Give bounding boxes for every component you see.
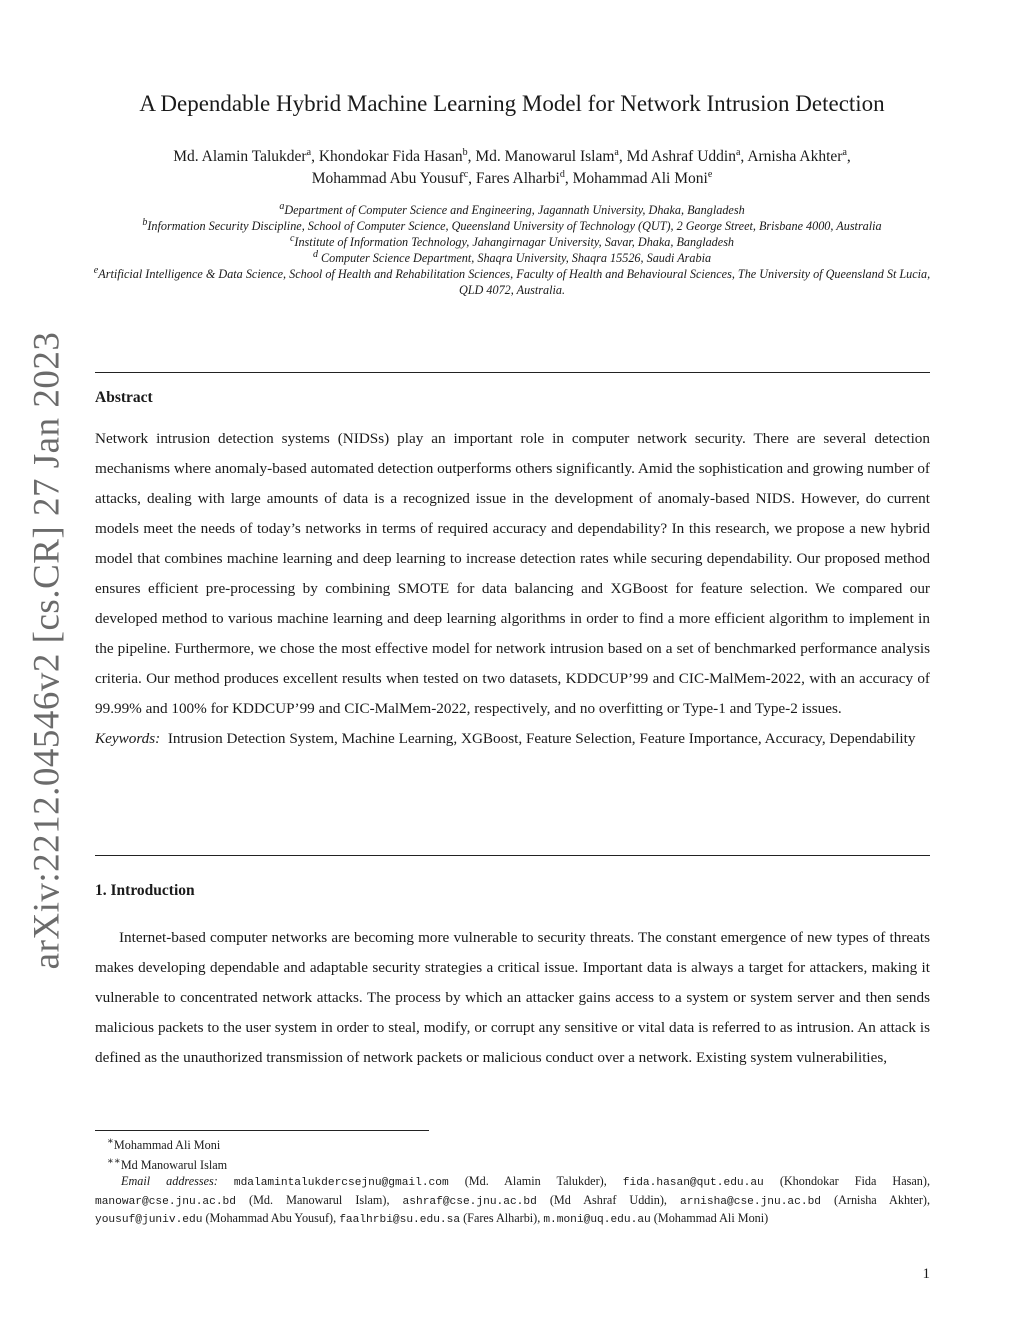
author-name: Md. Manowarul Islam: [475, 148, 615, 165]
footnote-mark: ∗∗: [107, 1155, 121, 1167]
email-owner: (Md. Alamin Talukder),: [448, 1174, 623, 1189]
author-separator: ,: [846, 148, 851, 165]
email-owner: (Md. Manowarul Islam),: [236, 1192, 403, 1207]
email-link[interactable]: mdalamintalukdercsejnu@gmail.com: [233, 1177, 449, 1190]
page-number: 1: [922, 1266, 930, 1282]
footnote-text: Mohammad Ali Moni: [113, 1138, 221, 1153]
email-link[interactable]: arnisha@cse.jnu.ac.bd: [680, 1195, 822, 1208]
abstract-bottom-rule: [95, 855, 930, 856]
affiliation-text: Information Security Discipline, School of Computer Science, Queensland University of Technology (QUT), 2 George Street, Brisbane 4000, Australia: [147, 219, 882, 233]
email-owner: (Mohammad Ali Moni): [650, 1211, 769, 1226]
footnotes: [95, 1134, 930, 1229]
footnote-mark: ∗: [107, 1136, 114, 1147]
author-affiliation-mark: a: [306, 146, 312, 158]
arxiv-identifier-stamp: [16, 331, 78, 969]
email-link[interactable]: yousuf@juniv.edu: [95, 1214, 203, 1227]
affiliation-mark: b: [142, 216, 148, 228]
author-name: Md Ashraf Uddin: [626, 148, 736, 165]
email-addresses: [95, 1173, 930, 1229]
email-link[interactable]: ashraf@cse.jnu.ac.bd: [402, 1195, 537, 1208]
footnote-text: Md Manowarul Islam: [120, 1157, 228, 1172]
author-affiliation-mark: a: [614, 146, 619, 158]
affiliation-list: [90, 202, 934, 298]
affiliation-mark: a: [279, 200, 285, 212]
abstract-body: [95, 424, 930, 754]
keywords-text: Intrusion Detection System, Machine Learning, XGBoost, Feature Selection, Feature Importance, Accuracy, Dependability: [167, 730, 916, 747]
introduction-paragraph: Internet-based computer networks are becoming more vulnerable to security threats. The constant emergence of new types of threats makes developing dependable and adaptable security strategies a critical issue. Important data is always a target for attackers, making it vulnerable to concentrated network attacks. The process by which an attacker gains access to a system or system server and then sends malicious packets to the user system in order to steal, modify, or corrupt any sensitive or vital data is referred to as intrusion. An attack is defined as the unauthorized transmission of network packets or malicious conduct over a network. Existing system vulnerabilities,: [95, 929, 930, 1066]
author-affiliation-mark: b: [462, 146, 468, 158]
author-name: Fares Alharbi: [475, 170, 560, 187]
author-affiliation-mark: a: [842, 146, 847, 158]
affiliation-item: [90, 266, 934, 298]
introduction-heading: 1. Introduction: [95, 882, 195, 899]
author-separator: ,: [467, 148, 476, 165]
affiliation-text: Artificial Intelligence & Data Science, School of Health and Rehabilitation Sciences, Faculty of Health and Behavioural Sciences, The University of Queensland St Lucia, QLD 4072, Australia.: [98, 267, 931, 297]
affiliation-mark: c: [289, 232, 295, 244]
affiliation-mark: e: [93, 264, 99, 276]
affiliation-item: [90, 202, 934, 218]
affiliation-text: Institute of Information Technology, Jahangirnagar University, Savar, Dhaka, Bangladesh: [294, 235, 735, 249]
author-separator: ,: [311, 148, 319, 165]
keywords-label: Keywords:: [95, 730, 161, 747]
author-name: Mohammad Ali Moni: [572, 170, 708, 187]
email-link[interactable]: fida.hasan@qut.edu.au: [622, 1177, 764, 1190]
email-owner: (Arnisha Akhter),: [821, 1192, 931, 1207]
email-owner: (Mohammad Abu Yousuf),: [202, 1211, 340, 1226]
affiliation-item: [90, 234, 934, 250]
author-name: Md. Alamin Talukder: [173, 148, 307, 165]
affiliation-item: [90, 218, 934, 234]
affiliation-text: Department of Computer Science and Engineering, Jagannath University, Dhaka, Bangladesh: [284, 203, 745, 217]
footnote-rule: [95, 1130, 429, 1131]
email-link[interactable]: manowar@cse.jnu.ac.bd: [95, 1195, 236, 1208]
introduction-body: [95, 923, 930, 1073]
email-link[interactable]: m.moni@uq.edu.au: [543, 1214, 651, 1227]
paper-title: A Dependable Hybrid Machine Learning Model for Network Intrusion Detection: [139, 91, 885, 116]
footnote-corresponding-2: [95, 1154, 930, 1174]
email-label: Email addresses:: [121, 1174, 218, 1189]
author-separator: ,: [618, 148, 627, 165]
footnote-corresponding-1: [95, 1134, 930, 1154]
keywords-line: [95, 724, 930, 754]
abstract-heading: Abstract: [95, 389, 153, 406]
author-separator: ,: [564, 170, 573, 187]
author-affiliation-mark: d: [559, 168, 565, 180]
author-affiliation-mark: e: [707, 168, 713, 180]
email-owner: (Md Ashraf Uddin),: [536, 1192, 681, 1207]
email-owner: (Khondokar Fida Hasan),: [763, 1174, 930, 1189]
email-link[interactable]: faalhrbi@su.edu.sa: [339, 1214, 461, 1227]
affiliation-mark: d: [312, 248, 318, 260]
author-name: Mohammad Abu Yousuf: [311, 170, 464, 187]
arxiv-identifier-text: arXiv:2212.04546v2 [cs.CR] 27 Jan 2023: [26, 331, 68, 969]
author-list: [90, 146, 934, 190]
affiliation-item: [90, 250, 934, 266]
author-separator: ,: [468, 170, 476, 187]
author-affiliation-mark: a: [735, 146, 741, 158]
abstract-text: Network intrusion detection systems (NIDSs) play an important role in computer network security. There are several detection mechanisms where anomaly-based automated detection outperforms others significantly. Amid the sophistication and growing number of attacks, dealing with large amounts of data is a recognized issue in the development of anomaly-based NIDS. However, do current models meet the needs of today’s networks in terms of required accuracy and dependability? In this research, we propose a new hybrid model that combines machine learning and deep learning to increase detection rates while securing dependability. Our proposed method ensures efficient pre-processing by combining SMOTE for data balancing and XGBoost for feature selection. We compared our developed method to various machine learning and deep learning algorithms in order to find a more efficient algorithm to implement in the pipeline. Furthermore, we chose the most effective model for network intrusion based on a set of benchmarked performance analysis criteria. Our method produces excellent results when tested on two datasets, KDDCUP’99 and CIC-MalMem-2022, with an accuracy of 99.99% and 100% for KDDCUP’99 and CIC-MalMem-2022, respectively, and no overfitting or Type-1 and Type-2 issues.: [95, 430, 930, 717]
author-separator: ,: [740, 148, 748, 165]
author-name: Khondokar Fida Hasan: [318, 148, 463, 165]
author-name: Arnisha Akhter: [747, 148, 843, 165]
affiliation-text: Computer Science Department, Shaqra University, Shaqra 15526, Saudi Arabia: [317, 251, 712, 265]
email-owner: (Fares Alharbi),: [460, 1211, 544, 1226]
author-affiliation-mark: c: [463, 168, 469, 180]
abstract-top-rule: [95, 372, 930, 373]
